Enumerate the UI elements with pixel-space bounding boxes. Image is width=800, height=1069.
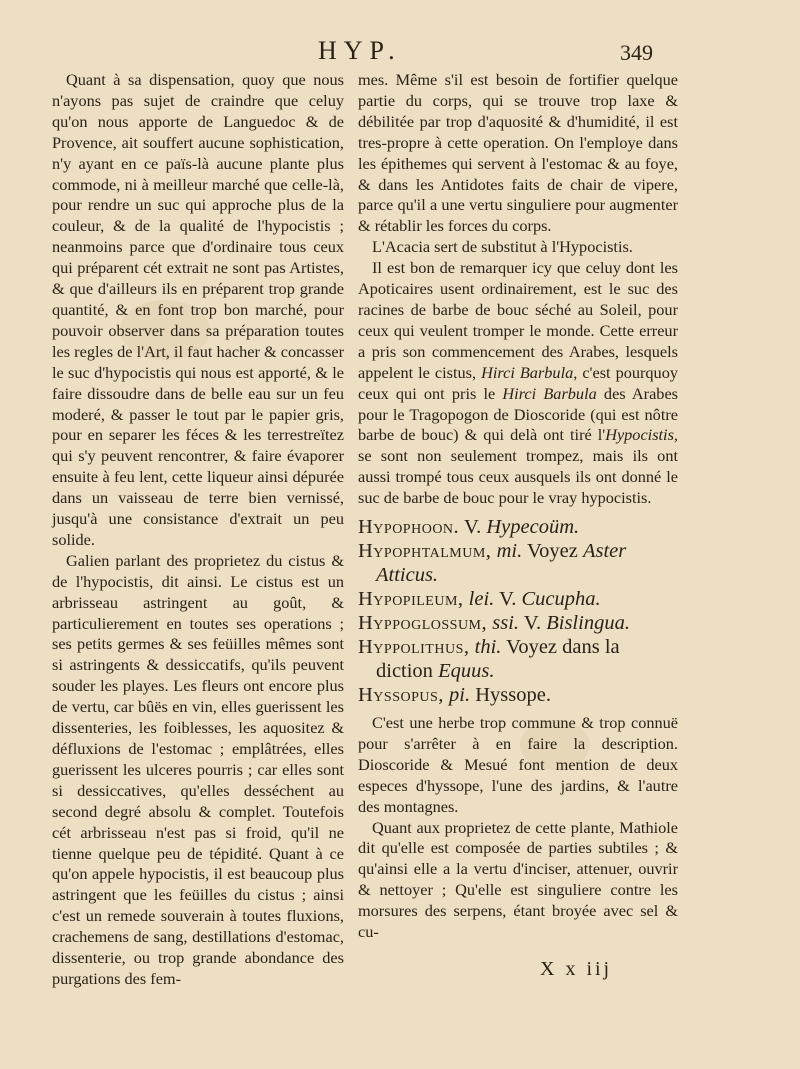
entry-target: Bislingua.: [546, 612, 630, 635]
entry-reference: V.: [523, 612, 542, 635]
page-number: 349: [620, 40, 653, 65]
dictionary-entry: [358, 539, 678, 587]
right-paragraph-5: Quant aux proprietez de cette plante, Mathiole dit qu'elle est composée de parties subtiles ; & qu'ainsi elle a la vertu d'inciser, attenuer, ouvrir & nettoyer ; Qu'elle est singuliere contre les morsures des serpens, étant broyée avec sel & cu-: [358, 817, 678, 942]
entry-target: Equus.: [438, 660, 495, 683]
entry-headword: Hyppolithus,: [358, 636, 470, 659]
text-run: des Arabes pour le Tragopogon de Dioscoride (qui est nôtre barbe de bouc) & qui delà ont tiré l': [358, 383, 679, 445]
entry-genitive: lei.: [468, 588, 495, 611]
entry-target: Cucupha.: [521, 588, 601, 611]
signature-mark: X x iij: [540, 958, 613, 980]
entry-headword: Hypopileum,: [358, 588, 464, 611]
entry-headword: Hypophoon.: [358, 516, 460, 539]
left-column: [52, 70, 344, 990]
entry-target: Hypecoüm.: [486, 516, 580, 539]
entry-reference: Voyez dans la: [506, 636, 620, 659]
entry-genitive: ssi.: [492, 612, 520, 635]
latin-term: Hypocistis,: [605, 425, 678, 445]
right-paragraph-4: C'est une herbe trop commune & trop connuë pour s'arrêter à en faire la description. Dioscoride & Mesué font mention de deux especes d'hyssope, l'une des jardins, & l'autre des montagnes.: [358, 713, 678, 816]
right-paragraph-2: L'Acacia sert de substitut à l'Hypocistis.: [372, 237, 633, 257]
dictionary-entry: [358, 635, 678, 683]
text-run: se sont non seulement trompez, mais ils ont aussi trompé tous ceux ausquels ils ont donné le suc de barbe de bouc pour le vray hypocistis.: [358, 446, 678, 508]
running-header: [0, 36, 800, 68]
dictionary-entry: [358, 587, 678, 611]
entry-reference: Voyez: [526, 540, 578, 563]
text-run: Il est bon de remarquer icy que celuy dont les Apoticaires usent ordinairement, est le suc des racines de barbe de bouc séché au Soleil, pour ceux qui veulent tromper le monde. Cette erreur a pris son commencement des Arabes, lesquels appelent le cistus,: [358, 258, 678, 382]
dictionary-entry: [358, 611, 678, 635]
entry-headword: Hyssopus,: [358, 684, 444, 707]
entry-reference: V.: [499, 588, 517, 611]
entry-genitive: pi.: [449, 684, 471, 707]
entry-continuation: [358, 659, 678, 683]
right-column: [358, 70, 678, 943]
right-paragraph-3: [358, 258, 678, 509]
left-paragraph-2: Galien parlant des proprietez du cistus & de l'hypocistis, dit ainsi. Le cistus est un arbrisseau astringent au goût, & particulierement en toutes ses operations ; ses petits germes & ses feüilles mêmes sont si astringents & dessiccatifs, qu'ils peuvent souder les playes. Les fleurs ont encore plus de vertu, car bûës en vin, elles guerissent les dissenteries, les foiblesses, les aquositez & défluxions de l'estomac ; emplâtrées, elles guerissent les ulceres pourris ; car elles sont si dessiccatives, qu'elles desséchent au second degré absolu & complet. Toutefois cét arbrisseau n'est pas si froid, qu'il ne tienne quelque peu de tépidité. Quant à ce qu'on appele hypocistis, il est beaucoup plus astringent que les feüilles du cistus ; ainsi c'est un remede souverain à toutes fluxions, crachemens de sang, destillations d'estomac, dissenterie, ou trop grande abondance des purgations des fem-: [52, 550, 344, 988]
entry-genitive: mi.: [496, 540, 523, 563]
entry-reference: V.: [463, 516, 482, 539]
entry-definition: Hyssope.: [475, 684, 551, 707]
dictionary-entries: [358, 515, 678, 707]
entry-continuation: Atticus.: [376, 564, 439, 587]
dictionary-entry: [358, 683, 678, 707]
entry-target: Aster: [582, 540, 627, 563]
latin-term: Hirci Barbula: [481, 362, 574, 382]
entry-headword: Hypophtalmum,: [358, 540, 492, 563]
entry-genitive: thi.: [474, 636, 502, 659]
right-paragraph-1: mes. Même s'il est besoin de fortifier quelque partie du corps, qui se trouve trop laxe & débilitée par trop d'aquosité & d'humidité, il est tres-propre à cette operation. On l'employe dans les épithemes qui servent à l'estomac & au foye, & dans les Antidotes faits de chair de vipere, parce qu'il a une vertu singuliere pour augmenter & rétablir les forces du corps.: [358, 70, 678, 236]
text-run: , c'est pourquoy ceux qui ont pris le: [358, 362, 678, 403]
entry-headword: Hyppoglossum,: [358, 612, 488, 635]
latin-term: Hirci Barbula: [502, 383, 597, 403]
left-paragraph-1: Quant à sa dispensation, quoy que nous n'ayons pas sujet de craindre que celuy qu'on nous apporte de Languedoc & de Provence, ait souffert aucune sophistication, n'y ayant en ce païs-là aucune plante plus commode, ni à meilleur marché que celle-là, pour rendre un suc qui approche plus de la couleur, & de la qualité de l'hypocistis ; neanmoins parce que d'ordinaire tous ceux qui préparent cét extrait ne sont pas Artistes, & que d'ailleurs ils en préparent trop grande quantité, & en font trop bon marché, pour pouvoir observer dans sa préparation toutes les regles de l'Art, il faut hacher & concasser le suc d'hypocistis qui nous est apporté, & le faire dissoudre dans de belle eau sur un feu moderé, & passer le tout par le papier gris, pour en separer les féces & les terrestreïtez qui s'y peuvent rencontrer, & faire évaporer ensuite à feu lent, cette liqueur ainsi dépurée dans un vaisseau de terre bien vernissé, jusqu'à une consistance d'extrait un peu solide.: [52, 70, 344, 549]
entry-continuation-text: diction: [376, 660, 433, 683]
running-title: HYP.: [318, 36, 402, 65]
dictionary-entry: [358, 515, 678, 539]
